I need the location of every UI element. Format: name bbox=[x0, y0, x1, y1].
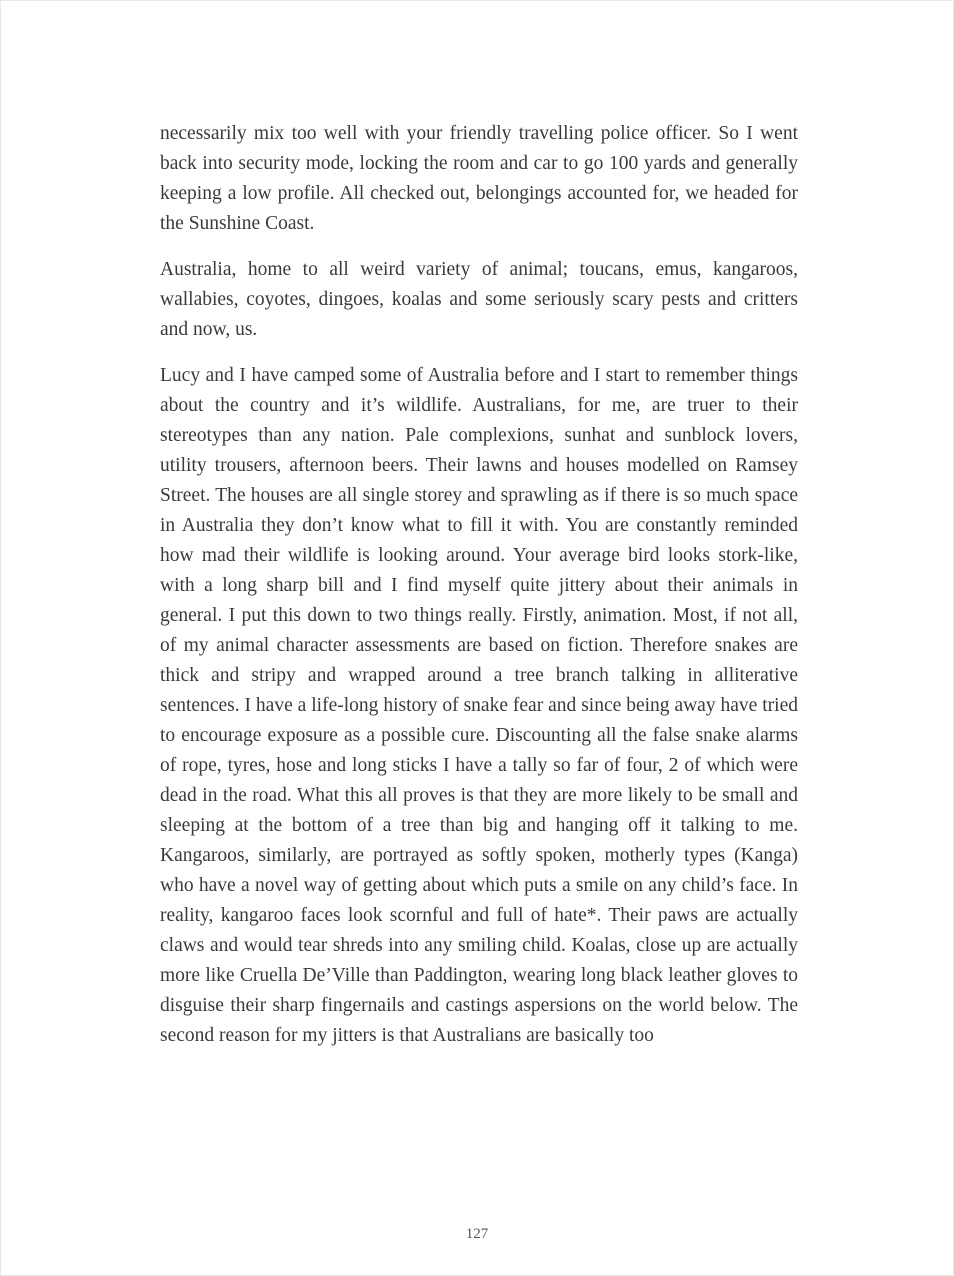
page-footer bbox=[1, 1225, 953, 1243]
page-number: 127 bbox=[465, 1226, 489, 1242]
body-paragraph: necessarily mix too well with your friendly travelling police officer. So I went back into security mode, locking the room and car to go 100 yards and generally keeping a low profile. All checked out, belongings accounted for, we headed for the Sunshine Coast. bbox=[160, 123, 798, 234]
body-paragraph: Lucy and I have camped some of Australia before and I start to remember things about the country and it’s wildlife. Australians, for me, are truer to their stereotypes than any nation. Pale complexions, sunhat and sunblock lovers, utility trousers, afternoon beers. Their lawns and houses modelled on Ramsey Street. The houses are all single storey and sprawling as if there is so much space in Australia they don’t know what to fill it with. You are constantly reminded how mad their wildlife is looking around. Your average bird looks stork-like, with a long sharp bill and I find myself quite jittery about their animals in general. I put this down to two things really. Firstly, animation. Most, if not all, of my animal character assessments are based on fiction. Therefore snakes are thick and stripy and wrapped around a tree branch talking in alliterative sentences. I have a life-long history of snake fear and since being away have tried to encourage exposure as a possible cure. Discounting all the false snake alarms of rope, tyres, hose and long sticks I have a tally so far of four, 2 of which were dead in the road. What this all proves is that they are more likely to be small and sleeping at the bottom of a tree than big and hanging off it talking to me. Kangaroos, similarly, are portrayed as softly spoken, motherly types (Kanga) who have a novel way of getting about which puts a smile on any child’s face. In reality, kangaroo faces look scornful and full of hate*. Their paws are actually claws and would tear shreds into any smiling child. Koalas, close up are actually more like Cruella De’Ville than Paddington, wearing long black leather gloves to disguise their sharp fingernails and castings aspersions on the world below. The second reason for my jitters is that Australians are basically too bbox=[160, 365, 798, 1046]
body-paragraph: Australia, home to all weird variety of animal; toucans, emus, kangaroos, wallabies, coyotes, dingoes, koalas and some seriously scary pests and critters and now, us. bbox=[160, 259, 798, 340]
page-text-block bbox=[160, 119, 798, 1067]
